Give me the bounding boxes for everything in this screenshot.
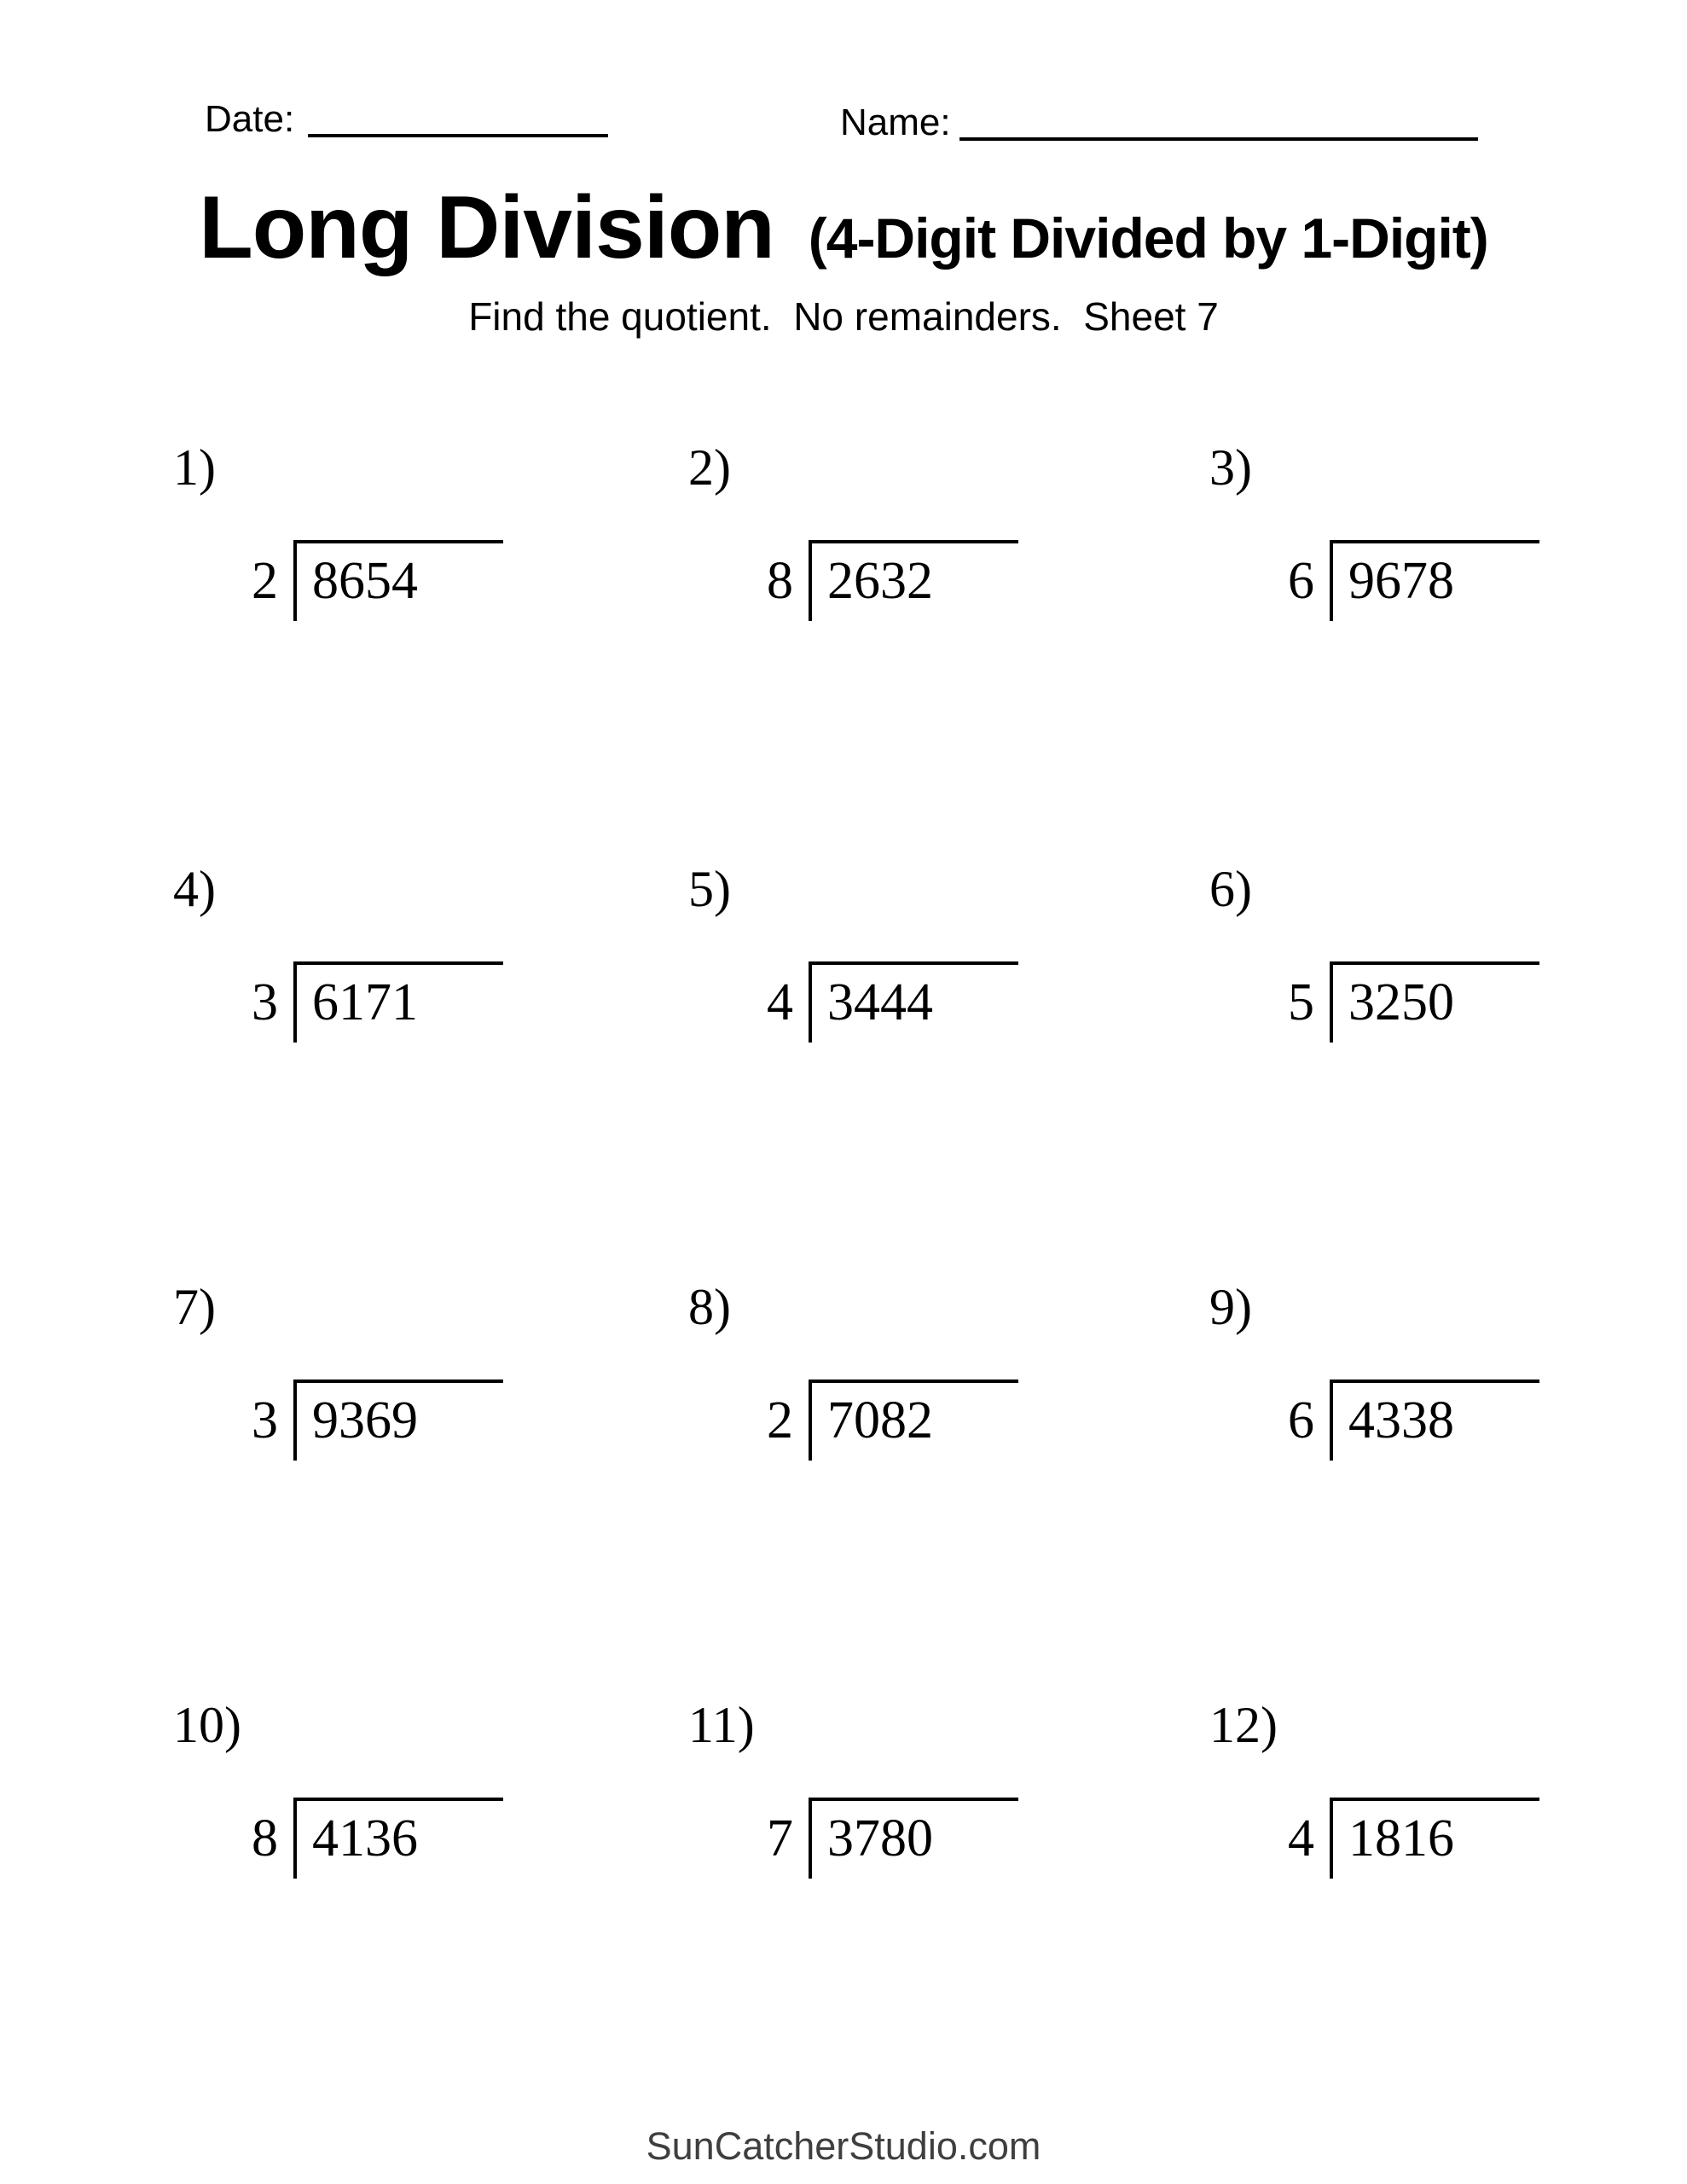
problem-10 — [173, 1697, 688, 2115]
dividend: 9369 — [293, 1380, 503, 1461]
division-problem — [252, 540, 503, 621]
divisor: 4 — [1288, 1809, 1314, 1867]
dividend: 4338 — [1330, 1380, 1539, 1461]
divisor: 2 — [767, 1391, 793, 1449]
division-problem — [1288, 961, 1539, 1043]
dividend: 3780 — [809, 1798, 1018, 1879]
division-problem — [1288, 540, 1539, 621]
divisor: 8 — [767, 552, 793, 610]
divisor: 3 — [252, 1391, 278, 1449]
page-title — [0, 177, 1687, 279]
divisor: 2 — [252, 552, 278, 610]
name-field — [840, 104, 1478, 142]
problem-number: 1) — [173, 439, 216, 496]
problem-number: 12) — [1209, 1697, 1278, 1753]
division-problem — [1288, 1798, 1539, 1879]
problem-12 — [1209, 1697, 1687, 2115]
worksheet-instructions: Find the quotient. No remainders. Sheet 7 — [468, 294, 1219, 339]
problem-number: 8) — [688, 1279, 731, 1335]
divisor: 5 — [1288, 973, 1314, 1031]
problem-number: 2) — [688, 439, 731, 496]
name-label: Name: — [840, 102, 951, 143]
dividend: 3444 — [809, 961, 1018, 1043]
problem-1 — [173, 439, 688, 861]
dividend: 9678 — [1330, 540, 1539, 621]
dividend: 6171 — [293, 961, 503, 1043]
title-main: Long Division — [199, 178, 774, 277]
dividend: 2632 — [809, 540, 1018, 621]
dividend: 4136 — [293, 1798, 503, 1879]
name-blank-line — [959, 107, 1478, 141]
date-field — [205, 98, 608, 140]
division-problem — [1288, 1380, 1539, 1461]
problem-number: 5) — [688, 861, 731, 917]
title-qualifier: (4-Digit Divided by 1-Digit) — [808, 206, 1488, 270]
problem-7 — [173, 1279, 688, 1697]
problem-number: 6) — [1209, 861, 1252, 917]
division-problem — [767, 540, 1018, 621]
problem-number: 10) — [173, 1697, 241, 1753]
division-problem — [767, 1380, 1018, 1461]
date-label: Date: — [205, 98, 295, 140]
problem-8 — [688, 1279, 1209, 1697]
problem-number: 11) — [688, 1697, 755, 1753]
problem-11 — [688, 1697, 1209, 2115]
dividend: 3250 — [1330, 961, 1539, 1043]
problems-grid — [173, 439, 1687, 2115]
division-problem — [767, 1798, 1018, 1879]
problem-3 — [1209, 439, 1687, 861]
divisor: 6 — [1288, 1391, 1314, 1449]
division-problem — [252, 1798, 503, 1879]
problem-2 — [688, 439, 1209, 861]
divisor: 3 — [252, 973, 278, 1031]
date-blank-line — [308, 103, 608, 137]
divisor: 6 — [1288, 552, 1314, 610]
problem-4 — [173, 861, 688, 1279]
division-problem — [252, 961, 503, 1043]
divisor: 7 — [767, 1809, 793, 1867]
dividend: 1816 — [1330, 1798, 1539, 1879]
dividend: 7082 — [809, 1380, 1018, 1461]
problem-number: 7) — [173, 1279, 216, 1335]
problem-9 — [1209, 1279, 1687, 1697]
problem-number: 3) — [1209, 439, 1252, 496]
problem-5 — [688, 861, 1209, 1279]
footer-credit: SunCatcherStudio.com — [646, 2124, 1041, 2168]
divisor: 4 — [767, 973, 793, 1031]
division-problem — [252, 1380, 503, 1461]
divisor: 8 — [252, 1809, 278, 1867]
problem-number: 4) — [173, 861, 216, 917]
division-problem — [767, 961, 1018, 1043]
dividend: 8654 — [293, 540, 503, 621]
problem-6 — [1209, 861, 1687, 1279]
problem-number: 9) — [1209, 1279, 1252, 1335]
